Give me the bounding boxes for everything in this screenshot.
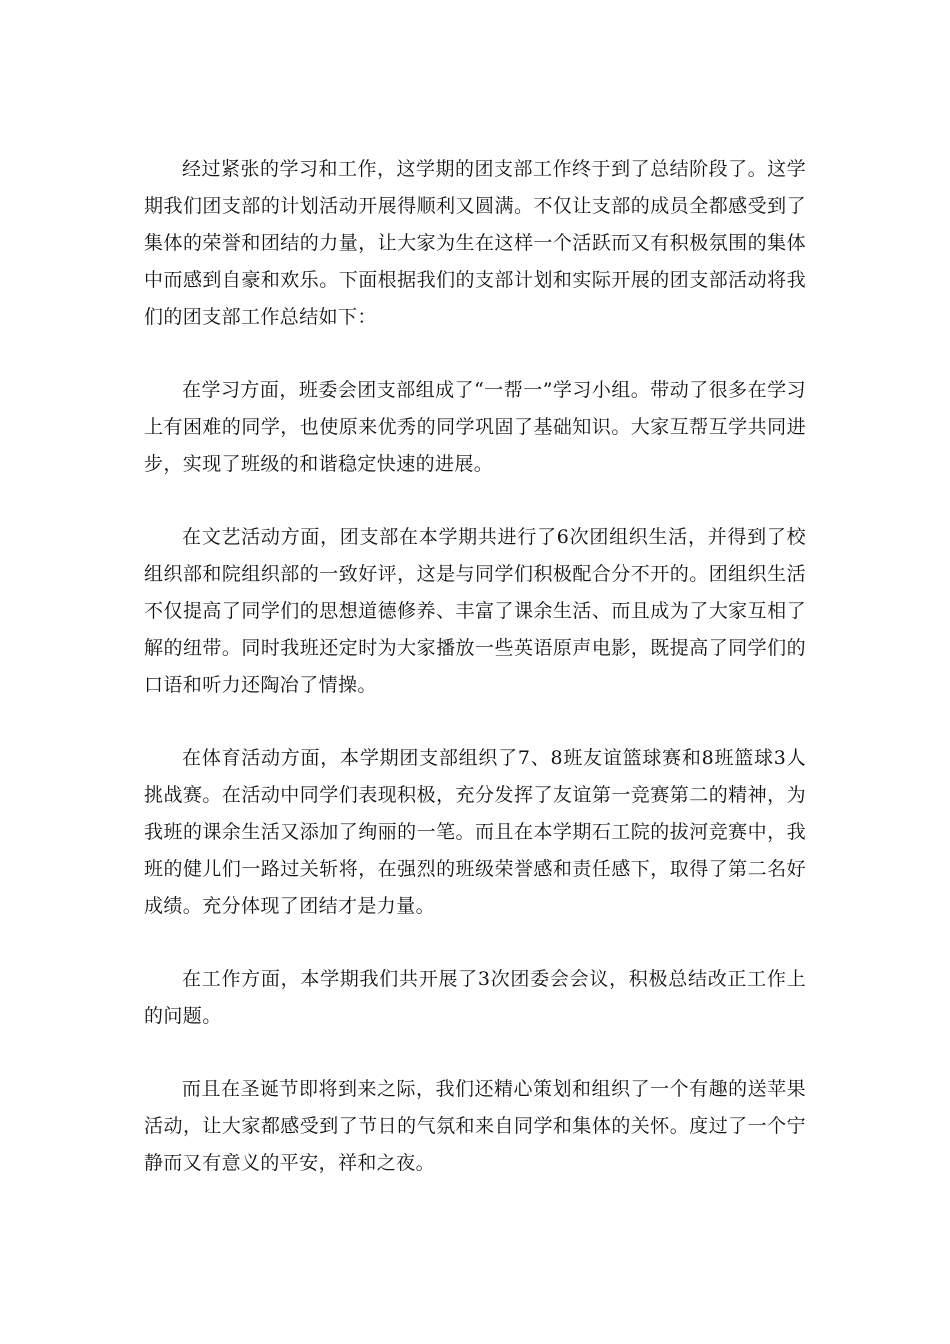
paragraph-arts: 在文艺活动方面，团支部在本学期共进行了6次团组织生活，并得到了校组织部和院组织部的一致好评，这是与同学们积极配合分不开的。团组织生活不仅提高了同学们的思想道德修养、丰富了课余生活、而且成为了大家互相了解的纽带。同时我班还定时为大家播放一些英语原声电影，既提高了同学们的口语和听力还陶冶了情操。 xyxy=(144,526,806,696)
document-body xyxy=(144,151,806,1218)
paragraph-christmas: 而且在圣诞节即将到来之际，我们还精心策划和组织了一个有趣的送苹果活动，让大家都感受到了节日的气氛和来自同学和集体的关怀。度过了一个宁静而又有意义的平安，祥和之夜。 xyxy=(144,1078,806,1174)
paragraph-intro: 经过紧张的学习和工作，这学期的团支部工作终于到了总结阶段了。这学期我们团支部的计划活动开展得顺利又圆满。不仅让支部的成员全都感受到了集体的荣誉和团结的力量，让大家为生在这样一个活跃而又有积极氛围的集体中而感到自豪和欢乐。下面根据我们的支部计划和实际开展的团支部活动将我们的团支部工作总结如下： xyxy=(144,158,806,328)
paragraph-work: 在工作方面，本学期我们共开展了3次团委会会议，积极总结改正工作上的问题。 xyxy=(144,968,806,1027)
paragraph-sports: 在体育活动方面，本学期团支部组织了7、8班友谊篮球赛和8班篮球3人挑战赛。在活动中同学们表现积极，充分发挥了友谊第一竞赛第二的精神，为我班的课余生活又添加了绚丽的一笔。而且在本学期石工院的拔河竞赛中，我班的健儿们一路过关斩将，在强烈的班级荣誉感和责任感下，取得了第二名好成绩。充分体现了团结才是力量。 xyxy=(144,747,806,917)
paragraph-study: 在学习方面，班委会团支部组成了“一帮一”学习小组。带动了很多在学习上有困难的同学，也使原来优秀的同学巩固了基础知识。大家互帮互学共同进步，实现了班级的和谐稳定快速的进展。 xyxy=(144,379,806,475)
